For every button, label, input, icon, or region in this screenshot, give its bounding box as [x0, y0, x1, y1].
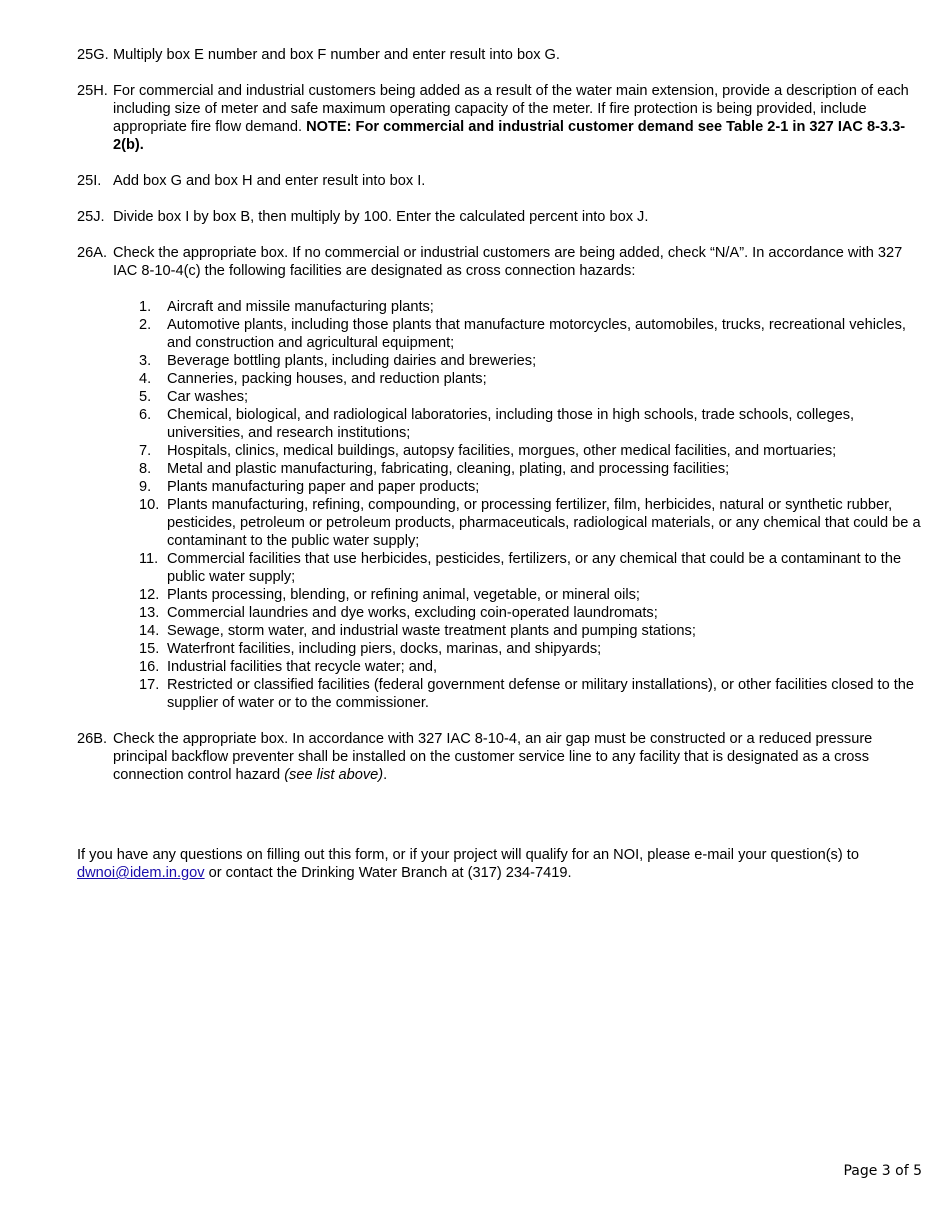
- list-item: [139, 622, 922, 640]
- item-text: Check the appropriate box. If no commercial or industrial customers are being added, check “N/A”. In accordance with 327 IAC 8-10-4(c) the following facilities are designated as cross connection hazards:: [113, 245, 903, 279]
- item-code: 25J.: [77, 209, 105, 225]
- item-text: Add box G and box H and enter result into box I.: [113, 173, 426, 189]
- list-text: Plants manufacturing paper and paper products;: [167, 479, 480, 495]
- list-text: Restricted or classified facilities (federal government defense or military installations), or other facilities closed to the supplier of water or to the commissioner.: [167, 677, 915, 711]
- list-item: [139, 640, 922, 658]
- instruction-25j: [77, 208, 922, 226]
- list-item: [139, 370, 922, 388]
- list-number: 1.: [139, 299, 152, 315]
- item-body: [113, 730, 922, 784]
- item-code: 26B.: [77, 731, 108, 747]
- email-link[interactable]: dwnoi@idem.in.gov: [77, 865, 205, 881]
- list-item: [139, 460, 922, 478]
- contact-paragraph: [77, 846, 922, 882]
- list-item: [139, 442, 922, 460]
- list-text: Automotive plants, including those plants that manufacture motorcycles, automobiles, trucks, recreational vehicles, and construction and agricultural equipment;: [167, 317, 906, 351]
- list-number: 12.: [139, 587, 160, 603]
- list-number: 10.: [139, 497, 160, 513]
- list-item: [139, 550, 922, 586]
- item-note: NOTE: For commercial and industrial customer demand see Table 2-1 in 327 IAC 8-3.3-2(b).: [113, 119, 906, 153]
- list-text: Metal and plastic manufacturing, fabricating, cleaning, plating, and processing facilities;: [167, 461, 730, 477]
- list-text: Canneries, packing houses, and reduction plants;: [167, 371, 487, 387]
- contact-text-before: If you have any questions on filling out this form, or if your project will qualify for an NOI, please e-mail your question(s) to: [77, 847, 859, 863]
- item-text: Multiply box E number and box F number and enter result into box G.: [113, 47, 560, 63]
- list-item: [139, 388, 922, 406]
- list-item: [139, 298, 922, 316]
- list-number: 7.: [139, 443, 152, 459]
- item-body: [113, 82, 922, 154]
- list-item: [139, 658, 922, 676]
- page-number: Page 3 of 5: [843, 1163, 922, 1179]
- instruction-25i: [77, 172, 922, 190]
- list-item: [139, 496, 922, 550]
- list-number: 8.: [139, 461, 152, 477]
- list-text: Waterfront facilities, including piers, docks, marinas, and shipyards;: [167, 641, 602, 657]
- form-instructions-page: [77, 46, 922, 882]
- list-number: 15.: [139, 641, 160, 657]
- list-item: [139, 406, 922, 442]
- item-code: 25H.: [77, 83, 108, 99]
- list-number: 5.: [139, 389, 152, 405]
- list-number: 17.: [139, 677, 160, 693]
- item-code: 25G.: [77, 47, 109, 63]
- list-text: Commercial laundries and dye works, excluding coin-operated laundromats;: [167, 605, 658, 621]
- list-item: [139, 676, 922, 712]
- item-code: 25I.: [77, 173, 102, 189]
- contact-text-after: or contact the Drinking Water Branch at (317) 234-7419.: [204, 865, 572, 881]
- list-text: Commercial facilities that use herbicides, pesticides, fertilizers, or any chemical that could be a contaminant to the public water supply;: [167, 551, 902, 585]
- list-text: Plants manufacturing, refining, compounding, or processing fertilizer, film, herbicides, natural or synthetic rubber, pesticides, petroleum or petroleum products, pharmaceuticals, radiological materials, or any chemical that could be a contaminant to the public water supply;: [167, 497, 921, 549]
- list-number: 4.: [139, 371, 152, 387]
- list-text: Sewage, storm water, and industrial waste treatment plants and pumping stations;: [167, 623, 696, 639]
- list-item: [139, 586, 922, 604]
- list-text: Chemical, biological, and radiological laboratories, including those in high schools, trade schools, colleges, universities, and research institutions;: [167, 407, 855, 441]
- list-number: 3.: [139, 353, 152, 369]
- instruction-26b: [77, 730, 922, 784]
- list-text: Plants processing, blending, or refining animal, vegetable, or mineral oils;: [167, 587, 640, 603]
- list-item: [139, 604, 922, 622]
- item-end: .: [383, 767, 388, 783]
- instruction-26a: [77, 244, 922, 280]
- list-number: 16.: [139, 659, 160, 675]
- instruction-25g: [77, 46, 922, 64]
- list-text: Hospitals, clinics, medical buildings, autopsy facilities, morgues, other medical facilities, and mortuaries;: [167, 443, 837, 459]
- list-number: 13.: [139, 605, 160, 621]
- item-code: 26A.: [77, 245, 108, 261]
- item-text: Check the appropriate box. In accordance with 327 IAC 8-10-4, an air gap must be constructed or a reduced pressure principal backflow preventer shall be installed on the customer service line to any facility that is designated as a cross connection control hazard: [113, 731, 873, 783]
- item-italic-note: (see list above): [284, 767, 384, 783]
- list-text: Car washes;: [167, 389, 249, 405]
- instruction-25h: [77, 82, 922, 154]
- list-number: 2.: [139, 317, 152, 333]
- item-text: For commercial and industrial customers being added as a result of the water main extension, provide a description of each including size of meter and safe maximum operating capacity of the meter. If fire protection is being provided, include appropriate fire flow demand.: [113, 83, 909, 135]
- list-number: 14.: [139, 623, 160, 639]
- list-text: Aircraft and missile manufacturing plants;: [167, 299, 434, 315]
- item-text: Divide box I by box B, then multiply by 100. Enter the calculated percent into box J.: [113, 209, 649, 225]
- list-number: 9.: [139, 479, 152, 495]
- list-item: [139, 352, 922, 370]
- cross-connection-hazard-list: [77, 298, 922, 712]
- list-item: [139, 478, 922, 496]
- list-text: Beverage bottling plants, including dairies and breweries;: [167, 353, 537, 369]
- list-number: 11.: [139, 551, 159, 567]
- list-text: Industrial facilities that recycle water; and,: [167, 659, 438, 675]
- list-item: [139, 316, 922, 352]
- list-number: 6.: [139, 407, 152, 423]
